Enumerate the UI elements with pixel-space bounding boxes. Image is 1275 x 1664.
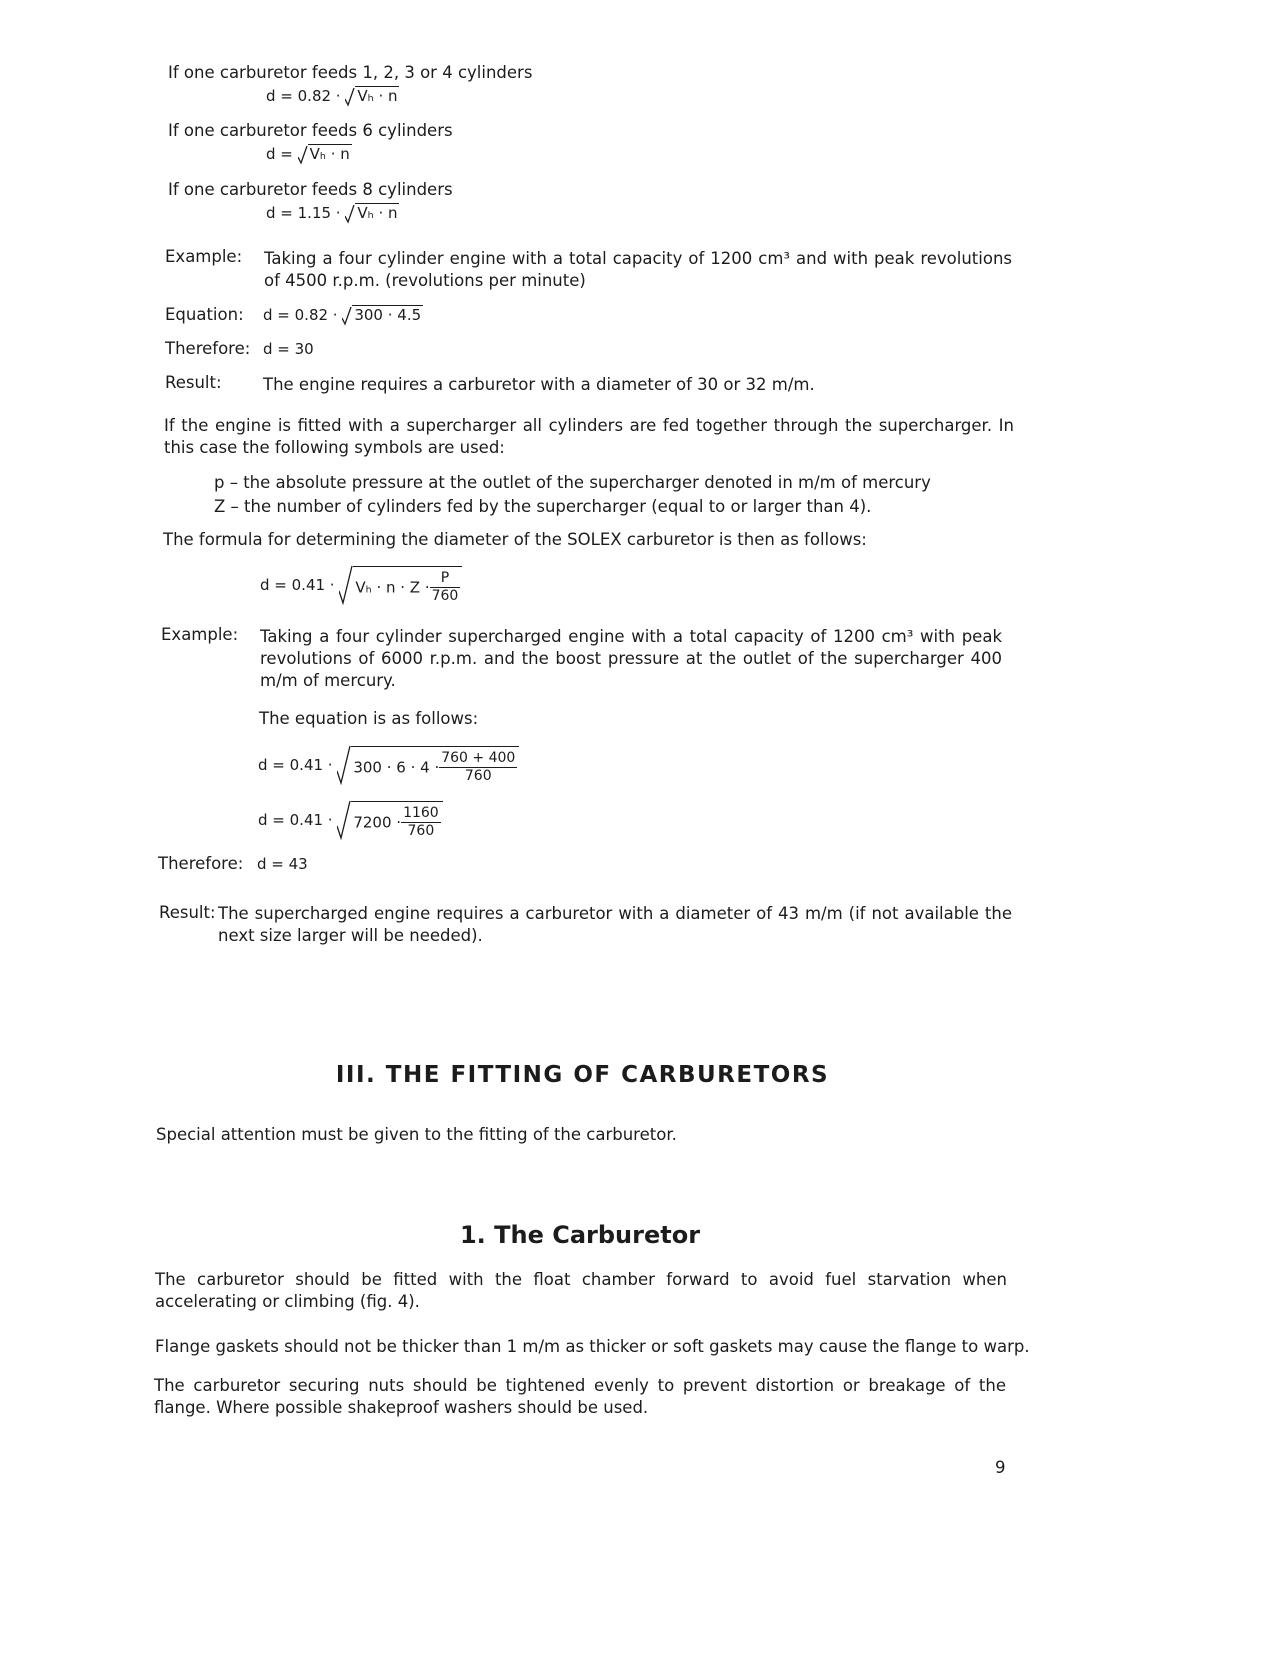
example-1-text: Taking a four cylinder engine with a total capacity of 1200 cm³ and with peak revolutions of 4500 r.p.m. (revolutions per minute) xyxy=(264,249,1012,290)
equation-3-radicand-box xyxy=(351,801,442,840)
case-3-formula xyxy=(266,203,399,224)
formula-fraction xyxy=(430,570,461,605)
case-3-radical xyxy=(345,203,399,224)
radical-sign-icon xyxy=(345,204,355,224)
formula-prefix: d = 0.41 · xyxy=(260,576,335,594)
case-1-prefix: d = 0.82 · xyxy=(266,87,341,105)
paragraph-securing-nuts: The carburetor securing nuts should be tightened evenly to prevent distortion or breakage of the flange. Where possible shakeproof washers should be used. xyxy=(154,1376,1006,1417)
equation-2-formula xyxy=(258,745,519,785)
radical-sign-icon xyxy=(339,565,353,605)
therefore-2-value: d = 43 xyxy=(257,855,308,873)
formula-radicand: Vₕ · n · Z · xyxy=(355,578,430,596)
equation-2-prefix: d = 0.41 · xyxy=(258,756,333,774)
subheading: 1. The Carburetor xyxy=(459,1221,701,1249)
case-2-formula xyxy=(266,144,352,165)
therefore-2-label: Therefore: xyxy=(158,854,244,873)
equation-intro: The equation is as follows: xyxy=(259,709,479,728)
radical-sign-icon xyxy=(342,306,352,326)
equation-1-prefix: d = 0.82 · xyxy=(263,306,338,324)
equation-3-radicand: 7200 · xyxy=(353,813,402,831)
paragraph-float-chamber: The carburetor should be fitted with the float chamber forward to avoid fuel starvation when accelerating or climbing (fig. 4). xyxy=(155,1270,1007,1311)
section-intro: Special attention must be given to the fitting of the carburetor. xyxy=(156,1125,677,1144)
equation-2-fraction xyxy=(439,750,517,785)
formula-intro: The formula for determining the diameter of the SOLEX carburetor is then as follows: xyxy=(163,530,867,549)
equation-3-formula xyxy=(258,800,443,840)
result-1-label: Result: xyxy=(165,373,222,392)
equation-3-prefix: d = 0.41 · xyxy=(258,811,333,829)
case-1-formula xyxy=(266,86,399,107)
equation-2-radicand: 300 · 6 · 4 · xyxy=(353,758,440,776)
equation-3-denominator: 760 xyxy=(407,822,435,839)
page-number: 9 xyxy=(995,1458,1006,1477)
case-1-text: If one carburetor feeds 1, 2, 3 or 4 cylinders xyxy=(168,63,533,82)
case-2-radicand: Vₕ · n xyxy=(309,145,350,164)
case-2-prefix: d = xyxy=(266,145,293,163)
case-3-radicand: Vₕ · n xyxy=(357,204,398,223)
case-3-prefix: d = 1.15 · xyxy=(266,204,341,222)
formula-numerator: P xyxy=(430,570,461,588)
radical-sign-icon xyxy=(337,745,351,785)
paragraph-flange-gaskets: Flange gaskets should not be thicker than 1 m/m as thicker or soft gaskets may cause the flange to warp. xyxy=(155,1337,1030,1356)
supercharger-intro: If the engine is fitted with a supercharger all cylinders are fed together through the supercharger. In this case the following symbols are used: xyxy=(164,416,1014,457)
case-3-text: If one carburetor feeds 8 cylinders xyxy=(168,180,453,199)
radical-sign-icon xyxy=(298,145,308,165)
equation-label: Equation: xyxy=(165,305,244,324)
therefore-1-value: d = 30 xyxy=(263,340,314,358)
result-2-text: The supercharged engine requires a carburetor with a diameter of 43 m/m (if not available the next size larger will be needed). xyxy=(218,904,1012,945)
equation-2-numerator: 760 + 400 xyxy=(441,749,516,766)
case-2-radical xyxy=(298,144,352,165)
example-2-text: Taking a four cylinder supercharged engine with a total capacity of 1200 cm³ with peak revolutions of 6000 r.p.m. and the boost pressure at the outlet of the supercharger 400 m/m of mercury. xyxy=(260,627,1002,690)
example-2-label: Example: xyxy=(161,625,239,644)
case-1-radicand: Vₕ · n xyxy=(357,87,398,106)
equation-2-radicand-box xyxy=(351,746,519,785)
symbol-p: p – the absolute pressure at the outlet of the supercharger denoted in m/m of mercury xyxy=(214,473,931,492)
equation-3-fraction xyxy=(401,805,441,840)
case-1-radical xyxy=(345,86,399,107)
equation-1-radicand: 300 · 4.5 xyxy=(354,306,422,325)
section-heading: III. THE FITTING OF CARBURETORS xyxy=(335,1062,830,1088)
equation-2-denominator: 760 xyxy=(464,767,492,784)
symbol-z: Z – the number of cylinders fed by the supercharger (equal to or larger than 4). xyxy=(214,497,872,516)
formula-radicand-box xyxy=(353,566,462,605)
result-1-text: The engine requires a carburetor with a diameter of 30 or 32 m/m. xyxy=(263,375,815,394)
case-2-text: If one carburetor feeds 6 cylinders xyxy=(168,121,453,140)
radical-sign-icon xyxy=(345,87,355,107)
therefore-1-label: Therefore: xyxy=(165,339,251,358)
equation-1-radical xyxy=(342,305,423,326)
radical-sign-icon xyxy=(337,800,351,840)
example-1-label: Example: xyxy=(165,247,243,266)
formula-denominator: 760 xyxy=(431,587,459,604)
equation-3-numerator: 1160 xyxy=(403,804,439,821)
supercharger-formula xyxy=(260,565,462,605)
result-2-label: Result: xyxy=(159,903,216,922)
equation-1-formula xyxy=(263,305,423,326)
